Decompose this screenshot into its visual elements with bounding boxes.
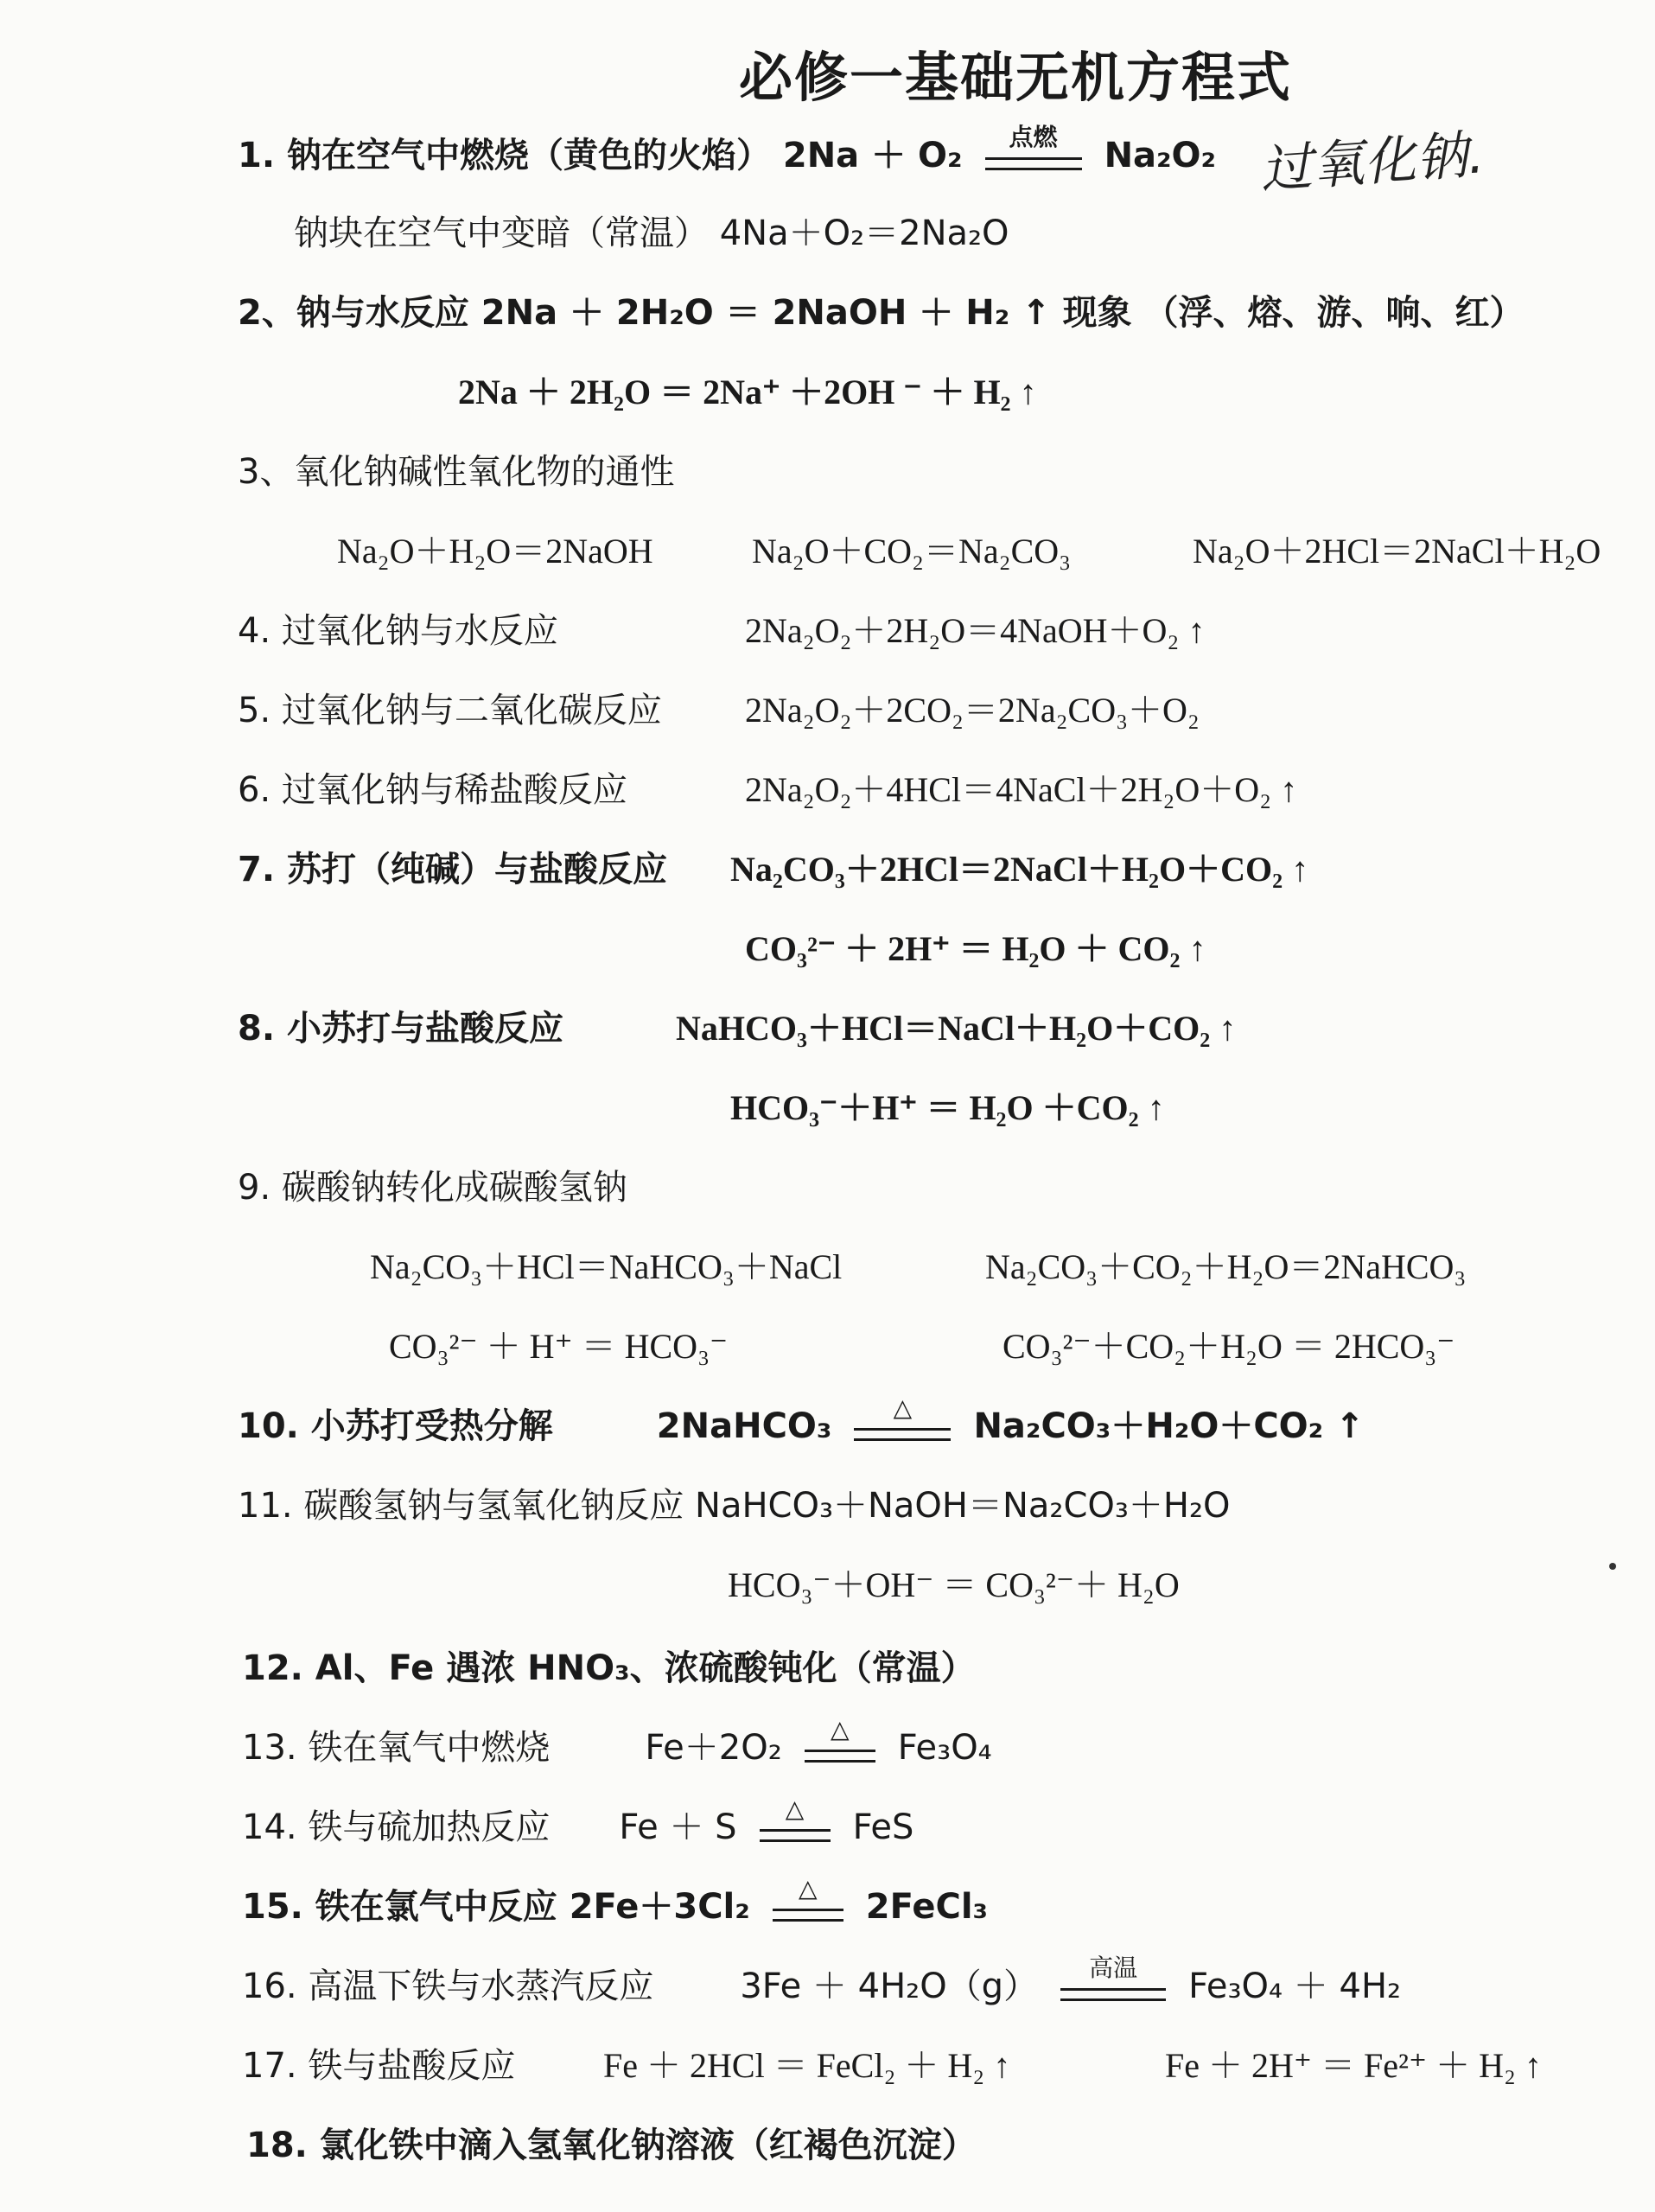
equation-9c: CO₃²⁻ ＋ H⁺ ＝ HCO₃⁻ [389,1327,729,1366]
equation-line-2b: 2Na ＋ 2H₂O ＝ 2Na⁺ ＋2OH ⁻ ＋ H₂ ↑ [458,373,1037,411]
equation-9b: Na₂CO₃＋CO₂＋H₂O＝2NaHCO₃ [985,1247,1467,1286]
line-text: 14. 铁与硫加热反应 [242,1807,551,1847]
condition-label: △ [785,1794,805,1823]
reactant-text: 3Fe ＋ 4H₂O（g） [740,1967,1039,2006]
equation-line-1 [238,123,1217,183]
equation-line-12: 12. Al、Fe 遇浓 HNO₃、浓硫酸钝化（常温） [242,1648,976,1688]
condition-label: △ [893,1393,913,1422]
line-text: 13. 铁在氧气中燃烧 [242,1728,551,1768]
equation-8: NaHCO₃＋HCl＝NaCl＋H₂O＋CO₂ ↑ [676,1009,1237,1048]
reactant-text: 2NaHCO₃ [656,1406,832,1446]
equation-7b: CO₃²⁻ ＋ 2H⁺ ＝ H₂O ＋ CO₂ ↑ [745,929,1206,968]
product-text: Fe₃O₄ ＋ 4H₂ [1188,1967,1402,2006]
reaction-condition [801,1715,879,1775]
reaction-condition [769,1874,847,1935]
equation-3a: Na₂O＋H₂O＝2NaOH [337,532,653,571]
equation-line-10 [238,1393,1365,1454]
equation-line-16 [242,1954,1402,2014]
equation-3c: Na₂O＋2HCl＝2NaCl＋H₂O [1193,532,1601,571]
product-text: Na₂O₂ [1104,136,1217,175]
double-bar [773,1909,843,1922]
equation-line-13 [242,1715,992,1775]
double-bar [1060,1988,1166,2001]
equation-7: Na₂CO₃＋2HCl＝2NaCl＋H₂O＋CO₂ ↑ [730,850,1309,889]
page-title: 必修一基础无机方程式 [739,46,1293,109]
reaction-condition [982,123,1085,183]
line-text: 16. 高温下铁与水蒸汽反应 [242,1967,654,2006]
equation-line-3: 3、氧化钠碱性氧化物的通性 [238,452,675,492]
equation-17a: Fe ＋ 2HCl ＝ FeCl₂ ＋ H₂ ↑ [603,2046,1011,2085]
reactant-text: Fe＋2O₂ [645,1728,782,1768]
equation-line-2: 2、钠与水反应 2Na ＋ 2H₂O ＝ 2NaOH ＋ H₂ ↑ 现象 （浮、熔、游、响、红） [238,293,1525,333]
equation-line-14 [242,1794,914,1855]
line-text: 15. 铁在氯气中反应 2Fe＋3Cl₂ [242,1887,750,1927]
equation-line-1b: 钠块在空气中变暗（常温） 4Na＋O₂＝2Na₂O [294,214,1009,253]
reactant-text: Fe ＋ S [619,1807,737,1847]
double-bar [805,1750,875,1763]
product-text: Na₂CO₃＋H₂O＋CO₂ ↑ [973,1406,1365,1446]
double-bar [985,157,1082,170]
equation-line-5: 5. 过氧化钠与二氧化碳反应 [238,691,662,730]
line-text: 1. 钠在空气中燃烧（黄色的火焰） 2Na ＋ O₂ [238,136,963,175]
equation-6: 2Na₂O₂＋4HCl＝4NaCl＋2H₂O＋O₂ ↑ [745,770,1298,809]
equation-5: 2Na₂O₂＋2CO₂＝2Na₂CO₃＋O₂ [745,691,1200,730]
reaction-condition [850,1393,954,1454]
equation-line-6: 6. 过氧化钠与稀盐酸反应 [238,770,627,810]
condition-label: △ [799,1874,818,1903]
line-text: 4. 过氧化钠与水反应 [238,611,558,651]
double-bar [854,1428,951,1441]
scan-speck [1609,1563,1616,1570]
line-text: 10. 小苏打受热分解 [238,1406,553,1446]
equation-line-11: 11. 碳酸氢钠与氢氧化钠反应 NaHCO₃＋NaOH＝Na₂CO₃＋H₂O [238,1486,1231,1526]
equation-line-15 [242,1874,989,1935]
equation-9d: CO₃²⁻＋CO₂＋H₂O ＝ 2HCO₃⁻ [1003,1327,1455,1366]
equation-8b: HCO₃⁻＋H⁺ ＝ H₂O ＋CO₂ ↑ [730,1088,1165,1127]
equation-11b: HCO₃⁻＋OH⁻ ＝ CO₃²⁻＋ H₂O [728,1565,1180,1604]
equation-line-4 [238,607,558,655]
condition-label: 点燃 [1009,123,1058,151]
equation-9a: Na₂CO₃＋HCl＝NaHCO₃＋NaCl [370,1247,843,1286]
equation-line-8: 8. 小苏打与盐酸反应 [238,1009,563,1049]
condition-label: 高温 [1089,1954,1138,1982]
product-text: FeS [852,1807,914,1847]
product-text: Fe₃O₄ [897,1728,992,1768]
condition-label: △ [830,1715,850,1743]
equation-4: 2Na₂O₂＋2H₂O＝4NaOH＋O₂ ↑ [745,611,1206,650]
reaction-condition [1057,1954,1169,2014]
equation-3b: Na₂O＋CO₂＝Na₂CO₃ [752,532,1072,571]
double-bar [760,1829,831,1842]
equation-line-17: 17. 铁与盐酸反应 [242,2046,516,2086]
equation-17b: Fe ＋ 2H⁺ ＝ Fe²⁺ ＋ H₂ ↑ [1165,2046,1542,2085]
product-text: 2FeCl₃ [865,1887,989,1927]
equation-line-9: 9. 碳酸钠转化成碳酸氢钠 [238,1168,627,1208]
equation-line-7: 7. 苏打（纯碱）与盐酸反应 [238,850,667,889]
equation-line-18: 18. 氯化铁中滴入氢氧化钠溶液（红褐色沉淀） [246,2126,977,2165]
handwritten-note: 过氧化钠. [1258,124,1486,201]
reaction-condition [756,1794,834,1855]
